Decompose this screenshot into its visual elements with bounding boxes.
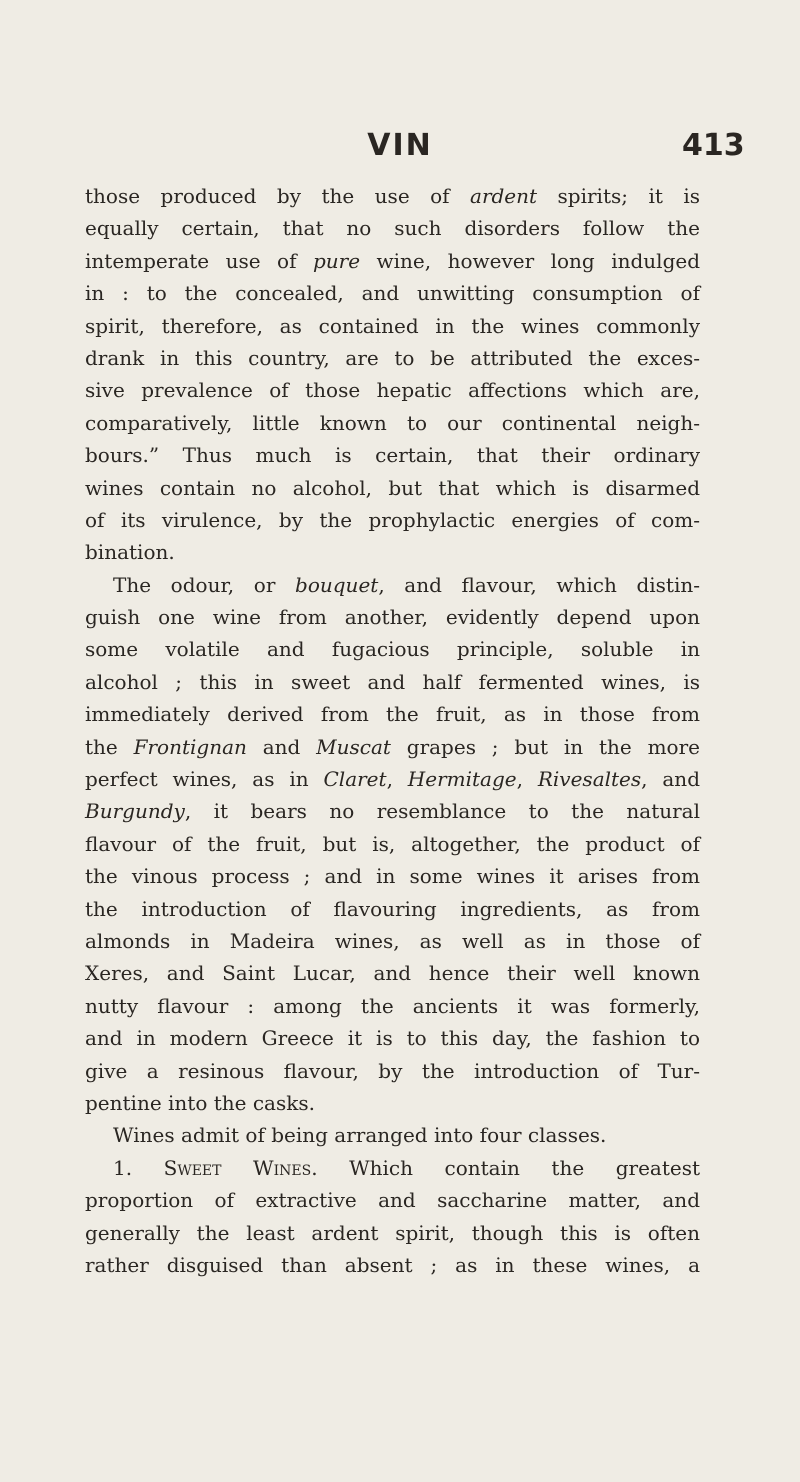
text-segment: drank in this country, are to be attributed the exces- [85,345,700,370]
text-segment: sive prevalence of those hepatic affections which are, [85,378,700,403]
text-segment: 1. [113,1155,164,1180]
text-line [85,860,700,892]
text-segment: , and [641,767,700,792]
text-line [85,180,700,212]
text-segment: and in modern Greece it is to this day, the fashion to [85,1026,700,1051]
text-segment: of its virulence, by the prophylactic energies of com- [85,507,700,532]
text-segment: intemperate use of [85,248,313,273]
text-line [85,1087,700,1119]
text-segment: the introduction of flavouring ingredients, as from [85,896,700,921]
italic-text: Burgundy [85,799,185,824]
text-segment: give a resinous flavour, by the introduction of Tur- [85,1058,700,1083]
text-segment: wine, however long indulged [360,248,701,273]
text-segment: perfect wines, as in [85,767,324,792]
text-segment: the vinous process ; and in some wines it arises from [85,864,700,889]
text-segment: The odour, or [113,572,296,597]
text-segment: wines contain no alcohol, but that which is disarmed [85,475,700,500]
text-line [85,1184,700,1216]
text-segment: bours.” Thus much is certain, that their ordinary [85,443,700,468]
text-segment: , it bears no resemblance to the natural [184,799,700,824]
text-segment: some volatile and fugacious principle, soluble in [85,637,700,662]
header-title: VIN [367,128,433,163]
text-line [85,1055,700,1087]
running-header [0,128,800,168]
text-segment: , [516,767,538,792]
text-segment: guish one wine from another, evidently depend upon [85,605,700,630]
text-line [85,536,700,568]
text-segment: comparatively, little known to our continental neigh- [85,410,700,435]
text-segment: alcohol ; this in sweet and half fermented wines, is [85,669,700,694]
text-segment: grapes ; but in the more [390,734,700,759]
text-segment: Xeres, and Saint Lucar, and hence their well known [85,961,700,986]
text-segment: those produced by the use of [85,184,471,208]
text-segment: . Which contain the greatest [311,1155,701,1180]
text-segment: spirits; it is [537,184,700,208]
italic-text: Muscat [316,734,391,759]
text-segment: spirit, therefore, as contained in the wines commonly [85,313,700,338]
text-line [85,990,700,1022]
text-line [85,601,700,633]
text-line [85,957,700,989]
smallcaps-text: Sweet Wines [163,1155,312,1180]
text-line [85,1022,700,1054]
text-line [85,633,700,665]
text-line [85,212,700,244]
text-segment: the [85,734,134,759]
text-segment: bination. [85,540,175,565]
italic-text: pure [312,248,361,273]
text-line [85,374,700,406]
text-line [85,828,700,860]
text-line [85,1152,700,1184]
text-line [85,731,700,763]
text-line [85,698,700,730]
text-segment: almonds in Madeira wines, as well as in those of [85,928,700,953]
text-line [85,277,700,309]
text-line [85,925,700,957]
text-segment: generally the least ardent spirit, though this is often [85,1220,700,1245]
text-line [85,569,700,601]
italic-text: Claret [323,767,387,792]
text-line [85,795,700,827]
text-segment: flavour of the fruit, but is, altogether, the product of [85,831,700,856]
text-segment: rather disguised than absent ; as in these wines, a [85,1252,700,1277]
text-segment: Wines admit of being arranged into four classes. [113,1123,607,1148]
italic-text: Frontignan [133,734,247,759]
text-line [85,439,700,471]
text-segment: in : to the concealed, and unwitting consumption of [85,281,700,306]
text-line [85,763,700,795]
text-line [85,1217,700,1249]
text-segment: equally certain, that no such disorders follow the [85,216,700,241]
page-number: 413 [682,128,745,163]
italic-text: ardent [470,184,538,208]
italic-text: bouquet [295,572,379,597]
italic-text: Rivesaltes [537,767,642,792]
text-line [85,245,700,277]
text-line [85,472,700,504]
text-segment: nutty flavour : among the ancients it was formerly, [85,993,700,1018]
italic-text: Hermitage [407,767,517,792]
text-segment: and [246,734,317,759]
text-segment: immediately derived from the fruit, as in those from [85,702,700,727]
text-segment: pentine into the casks. [85,1090,315,1115]
text-segment: proportion of extractive and saccharine matter, and [85,1188,700,1213]
text-segment: , and flavour, which distin- [378,572,700,597]
text-line [85,342,700,374]
text-segment: , [386,767,408,792]
text-line [85,504,700,536]
text-line [85,310,700,342]
text-line [85,1249,700,1281]
text-line [85,1119,700,1151]
text-line [85,666,700,698]
text-line [85,893,700,925]
body-text [85,180,700,1281]
text-line [85,407,700,439]
